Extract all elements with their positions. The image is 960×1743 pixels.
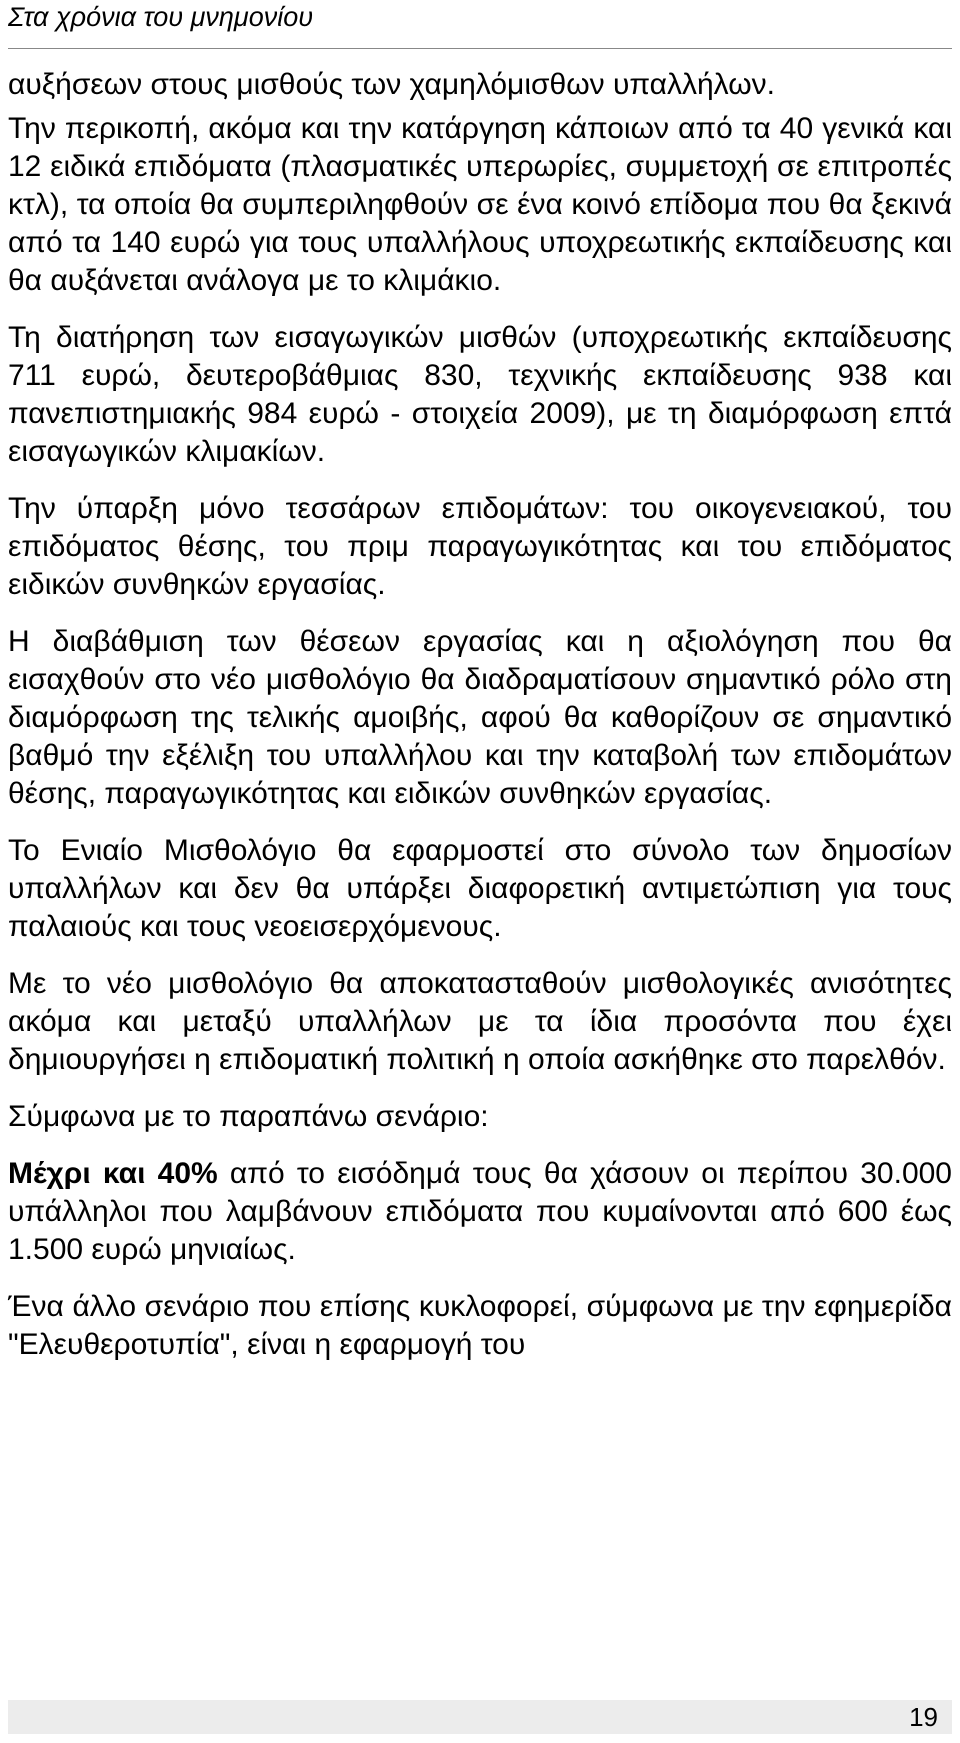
- paragraph-8: Σύμφωνα με το παραπάνω σενάριο:: [8, 1100, 489, 1133]
- header-divider: [8, 48, 952, 49]
- paragraph-4: Την ύπαρξη μόνο τεσσάρων επιδομάτων: του οικογενειακού, του επιδόματος θέσης, του πριμ παραγωγικότητας και του επιδόματος ειδικών συνθηκών εργασίας.: [8, 492, 952, 601]
- paragraph-9-text: από το εισόδημά τους θα χάσουν οι περίπου 30.000 υπάλληλοι που λαμβάνουν επιδόματα που κυμαίνονται από 600 έως 1.500 ευρώ μηνιαίως.: [8, 1157, 952, 1266]
- page-number: 19: [909, 1702, 938, 1732]
- paragraph-7: Με το νέο μισθολόγιο θα αποκατασταθούν μισθολογικές ανισότητες ακόμα και μεταξύ υπαλλήλων με τα ίδια προσόντα που έχει δημιουργήσει η επιδοματική πολιτική η οποία ασκήθηκε στο παρελθόν.: [8, 967, 952, 1076]
- paragraph-3: Τη διατήρηση των εισαγωγικών μισθών (υποχρεωτικής εκπαίδευσης 711 ευρώ, δευτεροβάθμιας 830, τεχνικής εκπαίδευσης 938 και πανεπιστημιακής 984 ευρώ - στοιχεία 2009), με τη διαμόρφωση επτά εισαγωγικών κλιμακίων.: [8, 321, 952, 468]
- bold-emphasis: Μέχρι και 40%: [8, 1157, 218, 1190]
- document-body: [8, 66, 952, 1383]
- paragraph-1: αυξήσεων στους μισθούς των χαμηλόμισθων υπαλλήλων.: [8, 68, 775, 101]
- paragraph-5: Η διαβάθμιση των θέσεων εργασίας και η αξιολόγηση που θα εισαχθούν στο νέο μισθολόγιο θα διαδραματίσουν σημαντικό ρόλο στη διαμόρφωση της τελικής αμοιβής, αφού θα καθορίζουν σε σημαντικό βαθμό την εξέλιξη του υπαλλήλου και την καταβολή των επιδομάτων θέσης, παραγωγικότητας και ειδικών συνθηκών εργασίας.: [8, 625, 952, 810]
- paragraph-6: Το Ενιαίο Μισθολόγιο θα εφαρμοστεί στο σύνολο των δημοσίων υπαλλήλων και δεν θα υπάρξει διαφορετική αντιμετώπιση για τους παλαιούς και τους νεοεισερχόμενους.: [8, 834, 952, 943]
- page-footer: [8, 1700, 952, 1734]
- running-header: Στα χρόνια του μνημονίου: [8, 2, 314, 32]
- paragraph-2: Την περικοπή, ακόμα και την κατάργηση κάποιων από τα 40 γενικά και 12 ειδικά επιδόματα (πλασματικές υπερωρίες, συμμετοχή σε επιτροπές κτλ), τα οποία θα συμπεριληφθούν σε ένα κοινό επίδομα που θα ξεκινά από τα 140 ευρώ για τους υπαλλήλους υποχρεωτικής εκπαίδευσης και θα αυξάνεται ανάλογα με το κλιμάκιο.: [8, 112, 952, 297]
- paragraph-9: [8, 1155, 952, 1269]
- paragraph-10: Ένα άλλο σενάριο που επίσης κυκλοφορεί, σύμφωνα με την εφημερίδα "Ελευθεροτυπία", είναι η εφαρμογή του: [8, 1290, 952, 1361]
